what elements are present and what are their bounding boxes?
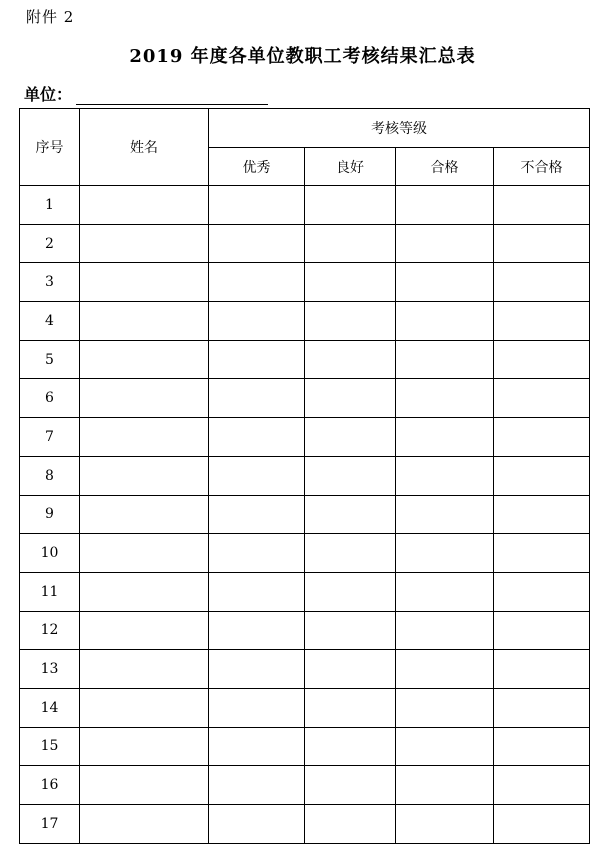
grade-cell-good[interactable] xyxy=(305,263,396,302)
table-row xyxy=(20,418,590,457)
table-row xyxy=(20,379,590,418)
grade-cell-good[interactable] xyxy=(305,727,396,766)
name-cell[interactable] xyxy=(80,263,209,302)
grade-cell-fail[interactable] xyxy=(494,611,590,650)
grade-cell-good[interactable] xyxy=(305,650,396,689)
row-index: 17 xyxy=(20,805,80,844)
grade-cell-pass[interactable] xyxy=(396,766,494,805)
grade-cell-pass[interactable] xyxy=(396,805,494,844)
row-index: 16 xyxy=(20,766,80,805)
grade-cell-excellent[interactable] xyxy=(209,650,305,689)
row-index: 14 xyxy=(20,688,80,727)
grade-cell-good[interactable] xyxy=(305,534,396,573)
grade-cell-fail[interactable] xyxy=(494,302,590,341)
grade-cell-pass[interactable] xyxy=(396,224,494,263)
grade-cell-pass[interactable] xyxy=(396,611,494,650)
grade-cell-pass[interactable] xyxy=(396,302,494,341)
grade-cell-excellent[interactable] xyxy=(209,379,305,418)
grade-cell-fail[interactable] xyxy=(494,727,590,766)
grade-cell-good[interactable] xyxy=(305,611,396,650)
grade-cell-excellent[interactable] xyxy=(209,805,305,844)
name-cell[interactable] xyxy=(80,650,209,689)
grade-cell-pass[interactable] xyxy=(396,263,494,302)
grade-cell-fail[interactable] xyxy=(494,650,590,689)
grade-cell-excellent[interactable] xyxy=(209,186,305,225)
grade-cell-fail[interactable] xyxy=(494,418,590,457)
grade-cell-pass[interactable] xyxy=(396,418,494,457)
grade-cell-pass[interactable] xyxy=(396,688,494,727)
unit-field xyxy=(24,82,268,105)
row-index: 6 xyxy=(20,379,80,418)
grade-cell-pass[interactable] xyxy=(396,572,494,611)
grade-cell-excellent[interactable] xyxy=(209,418,305,457)
grade-cell-excellent[interactable] xyxy=(209,534,305,573)
grade-cell-fail[interactable] xyxy=(494,572,590,611)
name-cell[interactable] xyxy=(80,572,209,611)
header-index: 序号 xyxy=(20,109,80,186)
row-index: 7 xyxy=(20,418,80,457)
row-index: 1 xyxy=(20,186,80,225)
grade-cell-good[interactable] xyxy=(305,186,396,225)
grade-cell-pass[interactable] xyxy=(396,379,494,418)
name-cell[interactable] xyxy=(80,379,209,418)
grade-cell-fail[interactable] xyxy=(494,379,590,418)
grade-cell-good[interactable] xyxy=(305,766,396,805)
grade-cell-pass[interactable] xyxy=(396,650,494,689)
grade-cell-excellent[interactable] xyxy=(209,727,305,766)
grade-cell-excellent[interactable] xyxy=(209,263,305,302)
row-index: 8 xyxy=(20,456,80,495)
table-row xyxy=(20,688,590,727)
grade-cell-good[interactable] xyxy=(305,302,396,341)
name-cell[interactable] xyxy=(80,302,209,341)
name-cell[interactable] xyxy=(80,186,209,225)
grade-cell-fail[interactable] xyxy=(494,186,590,225)
table-row xyxy=(20,186,590,225)
grade-cell-pass[interactable] xyxy=(396,534,494,573)
grade-cell-excellent[interactable] xyxy=(209,224,305,263)
row-index: 9 xyxy=(20,495,80,534)
header-grade-group: 考核等级 xyxy=(209,109,590,148)
grade-cell-good[interactable] xyxy=(305,572,396,611)
table-row xyxy=(20,224,590,263)
table-row xyxy=(20,650,590,689)
grade-cell-good[interactable] xyxy=(305,456,396,495)
header-name: 姓名 xyxy=(80,109,209,186)
row-index: 4 xyxy=(20,302,80,341)
grade-cell-fail[interactable] xyxy=(494,495,590,534)
grade-cell-fail[interactable] xyxy=(494,688,590,727)
grade-cell-good[interactable] xyxy=(305,495,396,534)
grade-cell-excellent[interactable] xyxy=(209,340,305,379)
grade-cell-pass[interactable] xyxy=(396,456,494,495)
grade-cell-good[interactable] xyxy=(305,418,396,457)
row-index: 11 xyxy=(20,572,80,611)
table-row xyxy=(20,495,590,534)
table-row xyxy=(20,611,590,650)
grade-cell-good[interactable] xyxy=(305,224,396,263)
name-cell[interactable] xyxy=(80,805,209,844)
grade-cell-excellent[interactable] xyxy=(209,302,305,341)
name-cell[interactable] xyxy=(80,688,209,727)
grade-cell-fail[interactable] xyxy=(494,534,590,573)
grade-cell-excellent[interactable] xyxy=(209,456,305,495)
row-index: 3 xyxy=(20,263,80,302)
header-grade-pass: 合格 xyxy=(396,148,494,186)
grade-cell-fail[interactable] xyxy=(494,805,590,844)
row-index: 15 xyxy=(20,727,80,766)
table-row xyxy=(20,766,590,805)
table-row xyxy=(20,534,590,573)
grade-cell-excellent[interactable] xyxy=(209,611,305,650)
page-title: 2019 年度各单位教职工考核结果汇总表 xyxy=(129,46,476,67)
attachment-label: 附件 2 xyxy=(26,8,75,26)
table-row xyxy=(20,263,590,302)
row-index: 5 xyxy=(20,340,80,379)
grade-cell-fail[interactable] xyxy=(494,263,590,302)
table-row xyxy=(20,572,590,611)
grade-cell-pass[interactable] xyxy=(396,340,494,379)
row-index: 13 xyxy=(20,650,80,689)
table-row xyxy=(20,340,590,379)
grade-cell-good[interactable] xyxy=(305,340,396,379)
name-cell[interactable] xyxy=(80,495,209,534)
table-row xyxy=(20,302,590,341)
row-index: 10 xyxy=(20,534,80,573)
row-index: 2 xyxy=(20,224,80,263)
name-cell[interactable] xyxy=(80,766,209,805)
name-cell[interactable] xyxy=(80,418,209,457)
grade-cell-good[interactable] xyxy=(305,379,396,418)
header-grade-excellent: 优秀 xyxy=(209,148,305,186)
grade-cell-fail[interactable] xyxy=(494,340,590,379)
grade-cell-excellent[interactable] xyxy=(209,688,305,727)
grade-cell-pass[interactable] xyxy=(396,186,494,225)
grade-cell-excellent[interactable] xyxy=(209,766,305,805)
grade-cell-good[interactable] xyxy=(305,688,396,727)
name-cell[interactable] xyxy=(80,340,209,379)
grade-cell-fail[interactable] xyxy=(494,456,590,495)
table-row xyxy=(20,456,590,495)
header-grade-fail: 不合格 xyxy=(494,148,590,186)
table-row xyxy=(20,805,590,844)
grade-cell-fail[interactable] xyxy=(494,224,590,263)
grade-cell-good[interactable] xyxy=(305,805,396,844)
name-cell[interactable] xyxy=(80,224,209,263)
name-cell[interactable] xyxy=(80,456,209,495)
unit-label: 单位： xyxy=(24,85,73,104)
grade-cell-excellent[interactable] xyxy=(209,495,305,534)
row-index: 12 xyxy=(20,611,80,650)
name-cell[interactable] xyxy=(80,534,209,573)
summary-table xyxy=(19,108,590,844)
grade-cell-pass[interactable] xyxy=(396,727,494,766)
table-row xyxy=(20,727,590,766)
grade-cell-excellent[interactable] xyxy=(209,572,305,611)
name-cell[interactable] xyxy=(80,727,209,766)
name-cell[interactable] xyxy=(80,611,209,650)
header-grade-good: 良好 xyxy=(305,148,396,186)
grade-cell-fail[interactable] xyxy=(494,766,590,805)
unit-blank-line[interactable] xyxy=(76,88,268,105)
grade-cell-pass[interactable] xyxy=(396,495,494,534)
